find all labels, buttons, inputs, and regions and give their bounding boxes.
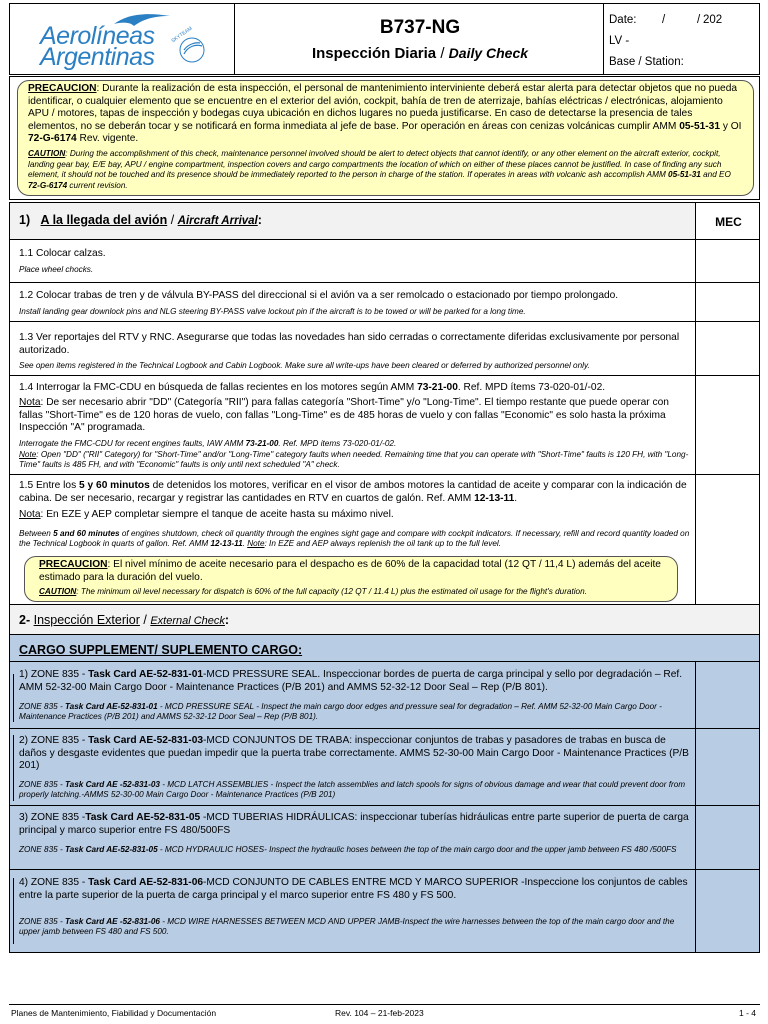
item-1-4-nota-text: : De ser necesario abrir "DD" (Categoría "RII") para fallas categoría "Short-Time" y/o "Long-Time". El tiempo restante que puede operar con fallas "Short-Time" es de 120 horas de vuelo, con fallas "Long-Time" es de 485 horas de vuelo y con fallas "Economic" es solo hasta la próxima Inspección "A" programada. (19, 397, 669, 433)
item-1-4-en (19, 439, 693, 449)
item-1-3-en: See open items registered in the Technical Logbook and Cabin Logbook. Make sure all write-ups have been cleared or deferred by authorized personnel only. (19, 361, 590, 370)
mec-checkbox-1-3[interactable] (695, 321, 760, 376)
cargo-row-1-en-b: - MCD PRESSURE SEAL - Inspect the main cargo door edges and pressure seal for degradation – Ref. AMM 52-32-00 Main Cargo Door - Maintenance Practices (P/B 201) and AMMS 52-32-12 Door Seal – Rep (P/B 801). (19, 702, 662, 721)
section1-title-es: A la llegada del avión (40, 213, 168, 227)
cargo-row-3-en (19, 845, 691, 855)
cargo-row-3-en-a: ZONE 835 - (19, 845, 65, 854)
item-1-5-nota-label: Nota (19, 509, 41, 520)
lv-label[interactable]: LV - (609, 35, 630, 47)
caution-paragraph: CAUTION: During the accomplishment of this check, maintenance personnel involved should be alert to detect objects that cannot identify, or any other element on the aircraft exterior, cockpit, landing gear bay, E/E bay, APU / engine compartment, inspection covers and cargo compartments the location of which on either of these places cannot be justified. In case of finding any such element, it should not be touched and its presence should be immediately reported to the person in charge of the station. If operates in areas with volcanic ash accomplish AMM 05-51-31 and EO 72-G-6174 current revision. (28, 149, 731, 190)
precaucion-amm: 05-51-31 (679, 120, 720, 132)
item-1-5-es-bold: 5 y 60 minutos (79, 480, 150, 491)
cargo-row-1-es-a: 1) ZONE 835 - (19, 669, 89, 680)
date-year[interactable]: 202 (703, 14, 723, 26)
item-1-2-es: 1.2 Colocar trabas de tren y de válvula BY-PASS del direccional si el avión va a ser remolcado o estacionado por tiempo prolongado. (19, 290, 619, 301)
cargo-row-2-en-b: - MCD LATCH ASSEMBLIES - Inspect the latch assemblies and latch spools for signs of obvious damage and wear that could prevent door from properly latching.-AMMS 52-30-00 Main Cargo Door - Maintenance Practices (P/B 201) (19, 780, 686, 799)
logo-line2: Argentinas (40, 43, 155, 71)
item-1-4-nota-label: Nota (19, 397, 41, 408)
footer-left: Planes de Mantenimiento, Fiabilidad y Documentación (11, 1008, 217, 1018)
cargo-row-1-en-task: Task Card AE-52-831-01 (64, 702, 158, 711)
item-1-4-es-a: 1.4 Interrogar la FMC-CDU en búsqueda de fallas recientes en los motores según AMM (19, 382, 418, 393)
caution-text: During the accomplishment of this check, maintenance personnel involved should be alert to detect objects that cannot identify, or any other element on the aircraft exterior, cockpit, landing gear bay, E/E bay, APU / engine compartment, inspection covers and cargo compartments the location of which on either of these places cannot be justified. In case of finding any such element, it should not be touched and its presence should be immediately reported to the person in charge of the station. If operates in areas with volcanic ash accomplish AMM (28, 149, 722, 179)
precaucion-oi: 72-G-6174 (28, 133, 77, 144)
model-title: B737-NG (379, 17, 461, 38)
cargo-row-2 (9, 728, 696, 806)
title-en: Daily Check (448, 45, 529, 61)
item-1-5-nota-text: : En EZE y AEP completar siempre el tanque de aceite hasta su máximo nivel. (40, 509, 394, 520)
mec-checkbox-1-5[interactable] (695, 474, 760, 605)
cargo-row-3-es-a: 3) ZONE 835 - (19, 812, 86, 823)
cargo-row-1-es (19, 669, 691, 694)
mec-checkbox-1-1[interactable] (695, 239, 760, 283)
precaucion-end: Rev. vigente. (76, 133, 139, 144)
date-sep2[interactable]: / (697, 14, 701, 26)
section2-title (19, 613, 229, 627)
section2-num: 2- (19, 613, 34, 627)
item-1-5-note-text: : In EZE and AEP always replenish the oil tank up to the full level. (264, 539, 502, 548)
item-1-4-nota (19, 397, 693, 435)
header-title-cell (234, 3, 604, 75)
section2-header (9, 604, 760, 635)
section2-title-es: Inspección Exterior (33, 613, 140, 627)
mec-checkbox-cargo-4[interactable] (695, 869, 760, 953)
item-1-5-es-c: . (514, 492, 518, 504)
cargo-row-3 (9, 805, 696, 870)
item-1-5-en-bold: 5 and 60 minutes (53, 529, 120, 538)
date-sep1[interactable]: / (662, 14, 666, 26)
cargo-row-4 (9, 869, 696, 953)
cargo-row-1-en (19, 702, 691, 722)
header-logo-cell (9, 3, 235, 75)
cargo-row-1-es-b: -MCD PRESSURE SEAL. Inspeccionar bordes de puerta de carga principal y sello por degradación – Ref. AMM 52-32-00 Main Cargo Door - Maintenance Practices (P/B 201) and AMMS 52-32-12 Door Seal – Rep (P/B 801). (19, 669, 683, 693)
cargo-row-4-en-task: Task Card AE -52-831-06 (64, 917, 160, 926)
page-title (235, 45, 605, 62)
cargo-row-3-es (19, 812, 691, 837)
item-1-4-en-a: Interrogate the FMC-CDU for recent engines faults, IAW AMM (19, 439, 246, 448)
item-1-4-note-label: Note (19, 450, 37, 459)
item-1-3 (9, 321, 696, 376)
caution-eo: 72-G-6174 (28, 180, 68, 190)
caution-end: current revision. (67, 180, 128, 190)
section1-colon: : (257, 213, 262, 227)
precaucion-mid: y OI (720, 120, 742, 132)
section1-title (19, 213, 262, 227)
section2-colon: : (224, 613, 230, 627)
cargo-row-2-en-task: Task Card AE -52-831-03 (64, 780, 160, 789)
section1-sep: / (167, 213, 178, 227)
cargo-row-3-en-b: - MCD HYDRAULIC HOSES- Inspect the hydraulic hoses between the top of the main cargo door and the upper jamb between FS 480 /500FS (157, 845, 677, 854)
item-1-4-es-amm: 73-21-00 (417, 382, 458, 393)
date-label: Date: (609, 14, 637, 26)
caution-amm: 05-51-31 (668, 170, 701, 179)
cargo-row-4-es-b: -MCD CONJUNTO DE CABLES ENTRE MCD Y MARCO SUPERIOR -Inspeccione los conjuntos de cables entre la parte superior de la puerta de carga principal y el marco superior entre FS 480 y FS 500. (19, 877, 688, 901)
item-1-5-es-amm: 12-13-11 (474, 492, 515, 504)
cargo-row-2-en (19, 780, 691, 800)
item-1-4-es-b: . Ref. MPD ítems 73-020-01/-02. (457, 382, 606, 393)
section1-title-en: Aircraft Arrival (177, 215, 258, 227)
logo-line1: Aerolíneas (40, 22, 155, 50)
cargo-row-2-es (19, 735, 691, 773)
footer-mid: Rev. 104 – 21-feb-2023 (335, 1008, 424, 1018)
item-1-4-en-b: . Ref. MPD items 73-020-01/-02. (278, 439, 397, 448)
cargo-row-4-task: Task Card AE-52-831-06 (88, 877, 204, 888)
item-1-1-es: 1.1 Colocar calzas. (19, 248, 106, 259)
item-1-5-en (19, 529, 693, 549)
precaucion-label: PRECAUCION (28, 83, 97, 94)
title-sep: / (436, 45, 449, 62)
item-1-5-en-b: of engines shutdown, check oil quantity through the engines sight gage and compare with cockpit indicators. If necessary, refill and record quantity loaded on the Technical Logbook in quarts of gallon. Ref. AMM (19, 529, 690, 548)
item-1-4-es (19, 382, 691, 395)
item-1-5-es (19, 480, 693, 505)
title-es: Inspección Diaria (311, 45, 437, 62)
cargo-row-2-es-a: 2) ZONE 835 - (19, 735, 89, 746)
cargo-row-3-task: Task Card AE-52-831-05 (85, 812, 201, 823)
cargo-row-2-en-a: ZONE 835 - (19, 780, 65, 789)
mec-checkbox-cargo-3[interactable] (695, 805, 760, 870)
caution-label: CAUTION (28, 149, 66, 158)
item-1-5-en-amm: 12-13-11 (210, 539, 243, 548)
cargo-row-4-en-a: ZONE 835 - (19, 917, 65, 926)
footer (9, 1004, 760, 1020)
oil-precaucion (39, 559, 669, 584)
oil-caution-text: : The minimum oil level necessary for dispatch is 60% of the full capacity (12 QT / 11.4 L) plus the estimated oil usage for the flight's duration. (76, 587, 587, 596)
cargo-row-2-task: Task Card AE-52-831-03 (88, 735, 204, 746)
oil-caution (39, 587, 669, 597)
header-fields-cell (603, 3, 760, 75)
cargo-row-4-es-a: 4) ZONE 835 - (19, 877, 89, 888)
mec-checkbox-cargo-2[interactable] (695, 728, 760, 806)
item-1-1 (9, 239, 696, 283)
base-label[interactable]: Base / Station: (609, 56, 684, 68)
item-1-3-es: 1.3 Ver reportajes del RTV y RNC. Asegurarse que todas las novedades han sido cerradas o correctamente diferidas exclusivamente por personal autorizado. (19, 332, 680, 356)
item-1-2 (9, 282, 696, 322)
precaucion-paragraph: PRECAUCION: Durante la realización de esta inspección, el personal de mantenimiento interviniente deberá estar alerta para detectar objetos que no pueda identificar, o cualquier elemento que se encuentre en el exterior del avión, cockpit, bahía de tren de aterrizaje, bahías eléctricas / electrónicas, alojamiento APU / motores, tapas de inspección y bodegas cuya ubicación en dichos lugares no pueda justificarse. En caso de detectarse la presencia de tales elementos, no se deberán tocar y se notificará en forma inmediata al jefe de base. Por operación en áreas con cenizas volcánicas cumplir AMM 05-51-31 y OI 72-G-6174 Rev. vigente. (28, 83, 742, 144)
footer-right: 1 - 4 (738, 1008, 756, 1018)
cargo-row-1-task: Task Card AE-52-831-01 (88, 669, 204, 680)
oil-precaucion-label: PRECAUCION (39, 559, 108, 570)
oil-precaucion-text: : El nivel mínimo de aceite necesario para el despacho es de 60% de la capacidad total (12 QT / 11,4 L) además del aceite estimado para la duración del vuelo. (39, 559, 661, 583)
cargo-title: CARGO SUPPLEMENT/ SUPLEMENTO CARGO: (19, 643, 303, 657)
section1-num: 1) (19, 213, 31, 227)
cargo-row-1-en-a: ZONE 835 - (19, 702, 65, 711)
cargo-row-1 (9, 661, 696, 729)
cargo-row-4-en-b: - MCD WIRE HARNESSES BETWEEN MCD AND UPPER JAMB-Inspect the wire harnesses between the top of the main cargo door and the upper jamb between FS 480 and FS 500. (19, 917, 675, 936)
mec-label: MEC (715, 215, 742, 229)
cargo-row-2-es-b: -MCD CONJUNTOS DE TRABA: inspeccionar conjuntos de trabas y pasadores de trabas en busca de daños y desgaste evidentes que puedan impedir que la puerta trabe correctamente. AMMS 52-30-00 Main Cargo Door - Maintenance Practices (P/B 201) (19, 735, 689, 771)
mec-checkbox-1-2[interactable] (695, 282, 760, 322)
section1-header (9, 202, 696, 240)
item-1-1-en: Place wheel chocks. (19, 265, 94, 274)
row-marker (13, 878, 14, 944)
item-1-5-es-b: de detenidos los motores, verificar en el visor de ambos motores la cantidad de aceite y comparar con la indicación de cabina. De ser necesario, recargar y registrar las cantidades en RTV en cuartos de galón. Ref. AMM (19, 480, 687, 504)
item-1-5-es-a: 1.5 Entre los (19, 480, 80, 491)
section2-title-en: External Check (150, 615, 225, 627)
skyteam-label: SKYTEAM (170, 25, 194, 45)
row-marker (13, 735, 14, 801)
item-1-4 (9, 375, 696, 475)
mec-checkbox-cargo-1[interactable] (695, 661, 760, 729)
item-1-5-note-label: Note (247, 539, 265, 548)
cargo-title-row (9, 634, 760, 662)
mec-checkbox-1-4[interactable] (695, 375, 760, 475)
item-1-4-note-text: : Open "DD" ("RII" Category) for "Short-Time" and/or "Long-Time" category faults when needed. Remaining time that you can operate with "Short-Time" faults is 120 FH, with "Long-Time" faults is 485 FH, and with "Economic" faults is only until next scheduled "A" check. (19, 450, 689, 469)
item-1-5-en-a: Between (19, 529, 54, 538)
cargo-row-4-es (19, 877, 691, 902)
item-1-5-nota (19, 509, 693, 522)
cargo-row-4-en (19, 917, 691, 937)
caution-mid: and EO (700, 170, 731, 179)
item-1-5 (9, 474, 696, 605)
item-1-2-en: Install landing gear downlock pins and NLG steering BY-PASS valve lockout pin if the aircraft is to be towed or will be parked for a long time. (19, 307, 526, 316)
item-1-4-note (19, 450, 693, 470)
row-marker (13, 674, 14, 722)
mec-header (695, 202, 760, 240)
oil-caution-label: CAUTION (39, 587, 77, 596)
item-1-4-en-amm: 73-21-00 (245, 439, 279, 448)
cargo-row-3-en-task: Task Card AE-52-831-05 (64, 845, 158, 854)
section2-sep: / (139, 613, 151, 627)
item-1-5-en-c: . (242, 539, 248, 548)
cargo-row-3-es-b: -MCD TUBERIAS HIDRÁULICAS: inspeccionar tuberías hidráulicas entre parte superior de puerta de carga principal y marco superior entre FS 480/500FS (19, 812, 689, 836)
precaucion-text: Durante la realización de esta inspección, el personal de mantenimiento interviniente deberá estar alerta para detectar objetos que no pueda identificar, o cualquier elemento que se encuentre en el exterior del avión, cockpit, bahía de tren de aterrizaje, bahías eléctricas / electrónicas, alojamiento APU / motores, tapas de inspección y bodegas cuya ubicación en dichos lugares no pueda justificarse. En caso de detectarse la presencia de tales elementos, no se deberán tocar y se notificará en forma inmediata al jefe de base. Por operación en áreas con cenizas volcánicas cumplir AMM (28, 83, 738, 132)
